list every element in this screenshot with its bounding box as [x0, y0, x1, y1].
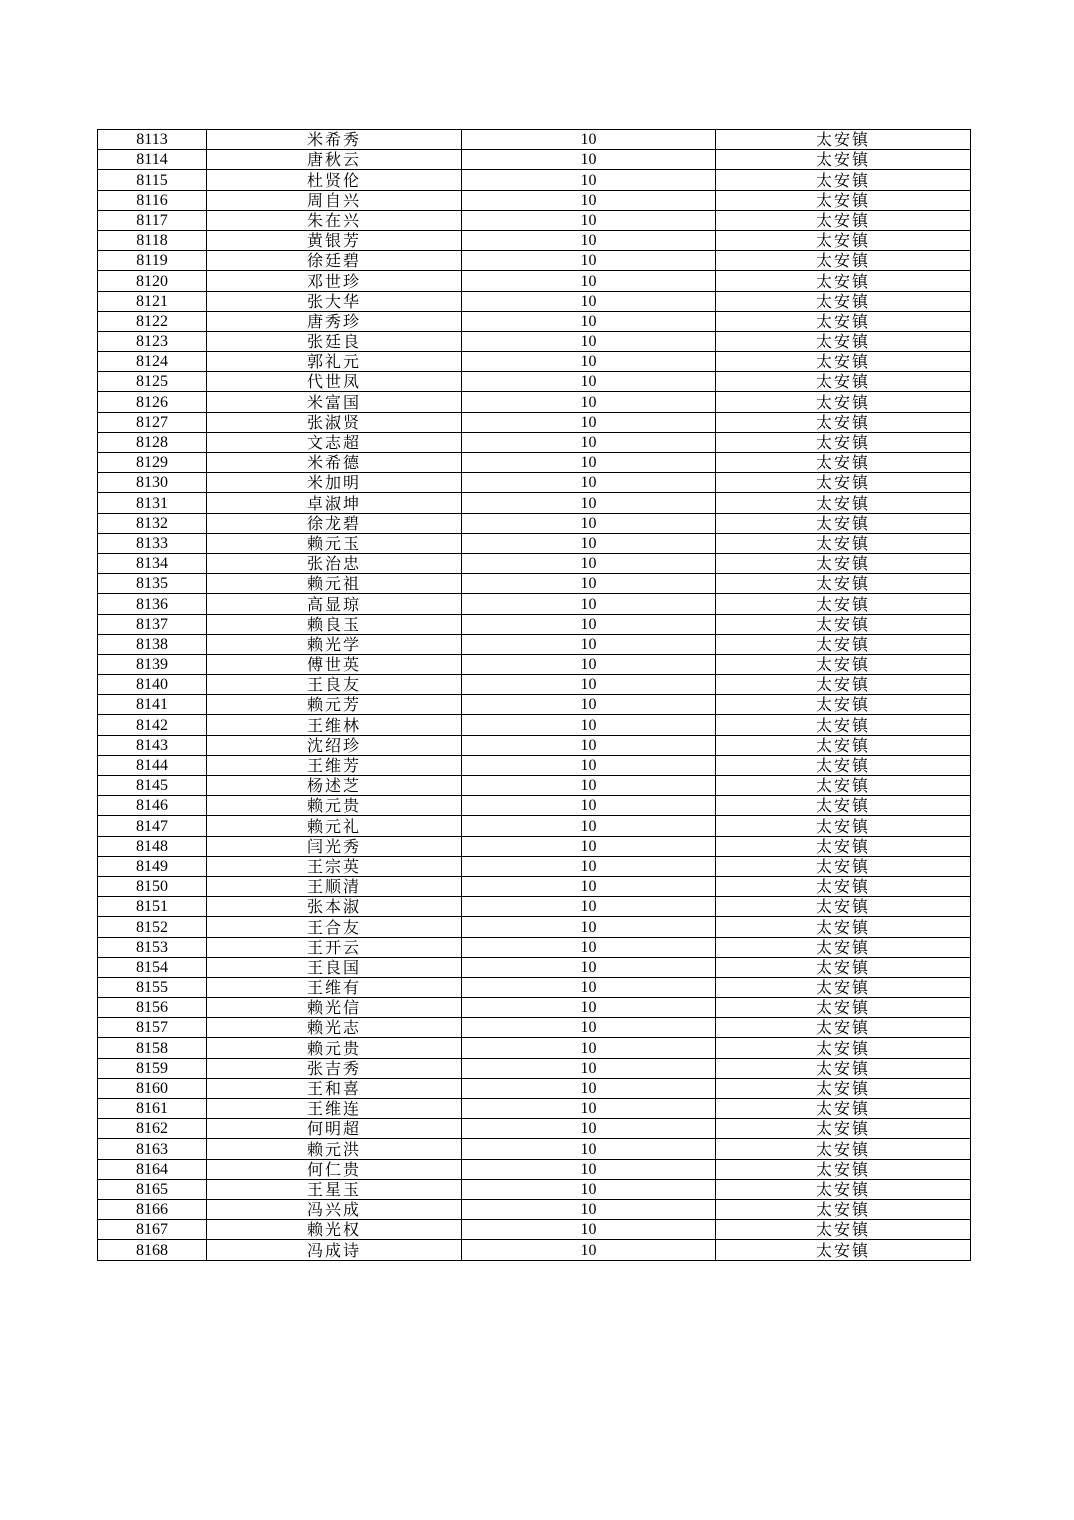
amount-cell: 10 — [462, 937, 716, 957]
table-row — [98, 553, 971, 573]
table-row — [98, 876, 971, 896]
person-name-cell: 王维林 — [207, 715, 462, 735]
amount-cell: 10 — [462, 190, 716, 210]
town-cell: 太安镇 — [716, 210, 971, 230]
table-row — [98, 1159, 971, 1179]
row-number-cell: 8133 — [98, 533, 207, 553]
town-cell: 太安镇 — [716, 392, 971, 412]
table-row — [98, 937, 971, 957]
table-row — [98, 735, 971, 755]
amount-cell: 10 — [462, 230, 716, 250]
town-cell: 太安镇 — [716, 1139, 971, 1159]
amount-cell: 10 — [462, 836, 716, 856]
town-cell: 太安镇 — [716, 796, 971, 816]
amount-cell: 10 — [462, 1099, 716, 1119]
person-name-cell: 张吉秀 — [207, 1058, 462, 1078]
amount-cell: 10 — [462, 150, 716, 170]
row-number-cell: 8154 — [98, 957, 207, 977]
table-row — [98, 331, 971, 351]
town-cell: 太安镇 — [716, 1159, 971, 1179]
amount-cell: 10 — [462, 271, 716, 291]
person-name-cell: 黄银芳 — [207, 230, 462, 250]
row-number-cell: 8165 — [98, 1179, 207, 1199]
person-name-cell: 米希德 — [207, 453, 462, 473]
row-number-cell: 8161 — [98, 1099, 207, 1119]
town-cell: 太安镇 — [716, 574, 971, 594]
person-name-cell: 王维连 — [207, 1099, 462, 1119]
amount-cell: 10 — [462, 755, 716, 775]
town-cell: 太安镇 — [716, 776, 971, 796]
row-number-cell: 8131 — [98, 493, 207, 513]
amount-cell: 10 — [462, 392, 716, 412]
row-number-cell: 8153 — [98, 937, 207, 957]
person-name-cell: 邓世珍 — [207, 271, 462, 291]
person-name-cell: 赖元玉 — [207, 533, 462, 553]
row-number-cell: 8151 — [98, 897, 207, 917]
amount-cell: 10 — [462, 594, 716, 614]
amount-cell: 10 — [462, 352, 716, 372]
table-row — [98, 130, 971, 150]
table-row — [98, 372, 971, 392]
row-number-cell: 8148 — [98, 836, 207, 856]
table-row — [98, 977, 971, 997]
row-number-cell: 8113 — [98, 130, 207, 150]
table-row — [98, 432, 971, 452]
row-number-cell: 8167 — [98, 1220, 207, 1240]
town-cell: 太安镇 — [716, 695, 971, 715]
person-name-cell: 王维芳 — [207, 755, 462, 775]
person-name-cell: 唐秋云 — [207, 150, 462, 170]
person-name-cell: 赖元芳 — [207, 695, 462, 715]
roster-table-body — [98, 130, 971, 1261]
row-number-cell: 8126 — [98, 392, 207, 412]
town-cell: 太安镇 — [716, 1179, 971, 1199]
amount-cell: 10 — [462, 170, 716, 190]
person-name-cell: 杜贤伦 — [207, 170, 462, 190]
amount-cell: 10 — [462, 1220, 716, 1240]
amount-cell: 10 — [462, 876, 716, 896]
table-row — [98, 1099, 971, 1119]
amount-cell: 10 — [462, 957, 716, 977]
table-row — [98, 1199, 971, 1219]
amount-cell: 10 — [462, 1179, 716, 1199]
table-row — [98, 715, 971, 735]
row-number-cell: 8146 — [98, 796, 207, 816]
amount-cell: 10 — [462, 311, 716, 331]
amount-cell: 10 — [462, 331, 716, 351]
row-number-cell: 8128 — [98, 432, 207, 452]
person-name-cell: 赖光志 — [207, 1018, 462, 1038]
town-cell: 太安镇 — [716, 533, 971, 553]
amount-cell: 10 — [462, 1139, 716, 1159]
amount-cell: 10 — [462, 1078, 716, 1098]
person-name-cell: 高显琼 — [207, 594, 462, 614]
row-number-cell: 8139 — [98, 654, 207, 674]
row-number-cell: 8118 — [98, 230, 207, 250]
table-row — [98, 533, 971, 553]
person-name-cell: 赖光权 — [207, 1220, 462, 1240]
town-cell: 太安镇 — [716, 836, 971, 856]
town-cell: 太安镇 — [716, 150, 971, 170]
person-name-cell: 杨述芝 — [207, 776, 462, 796]
table-row — [98, 957, 971, 977]
town-cell: 太安镇 — [716, 230, 971, 250]
table-row — [98, 594, 971, 614]
town-cell: 太安镇 — [716, 1038, 971, 1058]
row-number-cell: 8125 — [98, 372, 207, 392]
table-row — [98, 836, 971, 856]
person-name-cell: 王良国 — [207, 957, 462, 977]
town-cell: 太安镇 — [716, 513, 971, 533]
row-number-cell: 8120 — [98, 271, 207, 291]
table-row — [98, 1139, 971, 1159]
table-row — [98, 755, 971, 775]
town-cell: 太安镇 — [716, 876, 971, 896]
person-name-cell: 赖元礼 — [207, 816, 462, 836]
table-row — [98, 453, 971, 473]
row-number-cell: 8136 — [98, 594, 207, 614]
table-row — [98, 473, 971, 493]
row-number-cell: 8129 — [98, 453, 207, 473]
amount-cell: 10 — [462, 1199, 716, 1219]
town-cell: 太安镇 — [716, 1078, 971, 1098]
row-number-cell: 8160 — [98, 1078, 207, 1098]
amount-cell: 10 — [462, 493, 716, 513]
amount-cell: 10 — [462, 1038, 716, 1058]
town-cell: 太安镇 — [716, 1220, 971, 1240]
town-cell: 太安镇 — [716, 493, 971, 513]
amount-cell: 10 — [462, 513, 716, 533]
table-row — [98, 634, 971, 654]
person-name-cell: 傅世英 — [207, 654, 462, 674]
table-row — [98, 230, 971, 250]
town-cell: 太安镇 — [716, 432, 971, 452]
row-number-cell: 8123 — [98, 331, 207, 351]
table-row — [98, 796, 971, 816]
amount-cell: 10 — [462, 1159, 716, 1179]
row-number-cell: 8117 — [98, 210, 207, 230]
town-cell: 太安镇 — [716, 1099, 971, 1119]
town-cell: 太安镇 — [716, 937, 971, 957]
table-row — [98, 897, 971, 917]
town-cell: 太安镇 — [716, 473, 971, 493]
table-row — [98, 392, 971, 412]
table-row — [98, 170, 971, 190]
row-number-cell: 8135 — [98, 574, 207, 594]
person-name-cell: 王和喜 — [207, 1078, 462, 1098]
table-row — [98, 1220, 971, 1240]
person-name-cell: 张本淑 — [207, 897, 462, 917]
amount-cell: 10 — [462, 553, 716, 573]
row-number-cell: 8140 — [98, 675, 207, 695]
town-cell: 太安镇 — [716, 654, 971, 674]
amount-cell: 10 — [462, 533, 716, 553]
town-cell: 太安镇 — [716, 331, 971, 351]
amount-cell: 10 — [462, 473, 716, 493]
row-number-cell: 8145 — [98, 776, 207, 796]
amount-cell: 10 — [462, 654, 716, 674]
person-name-cell: 赖元贵 — [207, 796, 462, 816]
table-row — [98, 574, 971, 594]
town-cell: 太安镇 — [716, 453, 971, 473]
amount-cell: 10 — [462, 614, 716, 634]
row-number-cell: 8134 — [98, 553, 207, 573]
person-name-cell: 文志超 — [207, 432, 462, 452]
town-cell: 太安镇 — [716, 130, 971, 150]
amount-cell: 10 — [462, 432, 716, 452]
row-number-cell: 8137 — [98, 614, 207, 634]
town-cell: 太安镇 — [716, 372, 971, 392]
table-row — [98, 654, 971, 674]
person-name-cell: 赖元祖 — [207, 574, 462, 594]
town-cell: 太安镇 — [716, 352, 971, 372]
table-row — [98, 675, 971, 695]
person-name-cell: 赖良玉 — [207, 614, 462, 634]
table-row — [98, 998, 971, 1018]
row-number-cell: 8162 — [98, 1119, 207, 1139]
roster-sheet — [97, 129, 970, 1261]
amount-cell: 10 — [462, 412, 716, 432]
amount-cell: 10 — [462, 977, 716, 997]
town-cell: 太安镇 — [716, 291, 971, 311]
amount-cell: 10 — [462, 1018, 716, 1038]
table-row — [98, 513, 971, 533]
row-number-cell: 8114 — [98, 150, 207, 170]
person-name-cell: 王开云 — [207, 937, 462, 957]
amount-cell: 10 — [462, 453, 716, 473]
amount-cell: 10 — [462, 776, 716, 796]
amount-cell: 10 — [462, 1240, 716, 1260]
person-name-cell: 卓淑坤 — [207, 493, 462, 513]
row-number-cell: 8157 — [98, 1018, 207, 1038]
town-cell: 太安镇 — [716, 594, 971, 614]
person-name-cell: 赖元贵 — [207, 1038, 462, 1058]
table-row — [98, 1179, 971, 1199]
amount-cell: 10 — [462, 372, 716, 392]
person-name-cell: 冯成诗 — [207, 1240, 462, 1260]
row-number-cell: 8156 — [98, 998, 207, 1018]
table-row — [98, 1018, 971, 1038]
row-number-cell: 8119 — [98, 251, 207, 271]
amount-cell: 10 — [462, 574, 716, 594]
town-cell: 太安镇 — [716, 856, 971, 876]
person-name-cell: 张廷良 — [207, 331, 462, 351]
table-row — [98, 150, 971, 170]
table-row — [98, 917, 971, 937]
amount-cell: 10 — [462, 917, 716, 937]
town-cell: 太安镇 — [716, 190, 971, 210]
table-row — [98, 816, 971, 836]
person-name-cell: 王合友 — [207, 917, 462, 937]
town-cell: 太安镇 — [716, 170, 971, 190]
row-number-cell: 8163 — [98, 1139, 207, 1159]
amount-cell: 10 — [462, 816, 716, 836]
town-cell: 太安镇 — [716, 977, 971, 997]
person-name-cell: 张大华 — [207, 291, 462, 311]
row-number-cell: 8132 — [98, 513, 207, 533]
person-name-cell: 王宗英 — [207, 856, 462, 876]
town-cell: 太安镇 — [716, 1240, 971, 1260]
town-cell: 太安镇 — [716, 675, 971, 695]
row-number-cell: 8147 — [98, 816, 207, 836]
row-number-cell: 8149 — [98, 856, 207, 876]
person-name-cell: 冯兴成 — [207, 1199, 462, 1219]
table-row — [98, 271, 971, 291]
person-name-cell: 王顺清 — [207, 876, 462, 896]
person-name-cell: 代世凤 — [207, 372, 462, 392]
person-name-cell: 何明超 — [207, 1119, 462, 1139]
table-row — [98, 695, 971, 715]
amount-cell: 10 — [462, 210, 716, 230]
table-row — [98, 1038, 971, 1058]
amount-cell: 10 — [462, 291, 716, 311]
town-cell: 太安镇 — [716, 816, 971, 836]
person-name-cell: 王星玉 — [207, 1179, 462, 1199]
row-number-cell: 8166 — [98, 1199, 207, 1219]
amount-cell: 10 — [462, 634, 716, 654]
amount-cell: 10 — [462, 856, 716, 876]
person-name-cell: 赖光学 — [207, 634, 462, 654]
table-row — [98, 190, 971, 210]
town-cell: 太安镇 — [716, 917, 971, 937]
person-name-cell: 徐廷碧 — [207, 251, 462, 271]
row-number-cell: 8130 — [98, 473, 207, 493]
person-name-cell: 米希秀 — [207, 130, 462, 150]
person-name-cell: 米加明 — [207, 473, 462, 493]
town-cell: 太安镇 — [716, 897, 971, 917]
town-cell: 太安镇 — [716, 715, 971, 735]
table-row — [98, 493, 971, 513]
town-cell: 太安镇 — [716, 553, 971, 573]
table-row — [98, 856, 971, 876]
person-name-cell: 王维有 — [207, 977, 462, 997]
row-number-cell: 8121 — [98, 291, 207, 311]
roster-table — [97, 129, 971, 1261]
town-cell: 太安镇 — [716, 412, 971, 432]
amount-cell: 10 — [462, 897, 716, 917]
amount-cell: 10 — [462, 130, 716, 150]
amount-cell: 10 — [462, 715, 716, 735]
town-cell: 太安镇 — [716, 251, 971, 271]
row-number-cell: 8115 — [98, 170, 207, 190]
table-row — [98, 614, 971, 634]
town-cell: 太安镇 — [716, 1058, 971, 1078]
table-row — [98, 1058, 971, 1078]
amount-cell: 10 — [462, 1058, 716, 1078]
person-name-cell: 闫光秀 — [207, 836, 462, 856]
person-name-cell: 张治忠 — [207, 553, 462, 573]
row-number-cell: 8138 — [98, 634, 207, 654]
row-number-cell: 8122 — [98, 311, 207, 331]
person-name-cell: 郭礼元 — [207, 352, 462, 372]
town-cell: 太安镇 — [716, 614, 971, 634]
row-number-cell: 8164 — [98, 1159, 207, 1179]
town-cell: 太安镇 — [716, 998, 971, 1018]
town-cell: 太安镇 — [716, 957, 971, 977]
row-number-cell: 8168 — [98, 1240, 207, 1260]
table-row — [98, 412, 971, 432]
table-row — [98, 352, 971, 372]
table-row — [98, 1240, 971, 1260]
amount-cell: 10 — [462, 675, 716, 695]
town-cell: 太安镇 — [716, 271, 971, 291]
amount-cell: 10 — [462, 251, 716, 271]
amount-cell: 10 — [462, 998, 716, 1018]
town-cell: 太安镇 — [716, 735, 971, 755]
table-row — [98, 1078, 971, 1098]
person-name-cell: 周自兴 — [207, 190, 462, 210]
person-name-cell: 唐秀珍 — [207, 311, 462, 331]
amount-cell: 10 — [462, 695, 716, 715]
town-cell: 太安镇 — [716, 634, 971, 654]
table-row — [98, 291, 971, 311]
person-name-cell: 何仁贵 — [207, 1159, 462, 1179]
row-number-cell: 8141 — [98, 695, 207, 715]
amount-cell: 10 — [462, 735, 716, 755]
row-number-cell: 8159 — [98, 1058, 207, 1078]
row-number-cell: 8155 — [98, 977, 207, 997]
row-number-cell: 8142 — [98, 715, 207, 735]
town-cell: 太安镇 — [716, 1018, 971, 1038]
person-name-cell: 赖元洪 — [207, 1139, 462, 1159]
person-name-cell: 赖光信 — [207, 998, 462, 1018]
person-name-cell: 徐龙碧 — [207, 513, 462, 533]
town-cell: 太安镇 — [716, 755, 971, 775]
person-name-cell: 张淑贤 — [207, 412, 462, 432]
town-cell: 太安镇 — [716, 1199, 971, 1219]
row-number-cell: 8116 — [98, 190, 207, 210]
row-number-cell: 8143 — [98, 735, 207, 755]
town-cell: 太安镇 — [716, 311, 971, 331]
person-name-cell: 沈绍珍 — [207, 735, 462, 755]
town-cell: 太安镇 — [716, 1119, 971, 1139]
table-row — [98, 1119, 971, 1139]
row-number-cell: 8127 — [98, 412, 207, 432]
amount-cell: 10 — [462, 796, 716, 816]
row-number-cell: 8150 — [98, 876, 207, 896]
person-name-cell: 王良友 — [207, 675, 462, 695]
table-row — [98, 776, 971, 796]
row-number-cell: 8124 — [98, 352, 207, 372]
table-row — [98, 311, 971, 331]
amount-cell: 10 — [462, 1119, 716, 1139]
person-name-cell: 米富国 — [207, 392, 462, 412]
table-row — [98, 210, 971, 230]
row-number-cell: 8144 — [98, 755, 207, 775]
row-number-cell: 8152 — [98, 917, 207, 937]
table-row — [98, 251, 971, 271]
person-name-cell: 朱在兴 — [207, 210, 462, 230]
row-number-cell: 8158 — [98, 1038, 207, 1058]
